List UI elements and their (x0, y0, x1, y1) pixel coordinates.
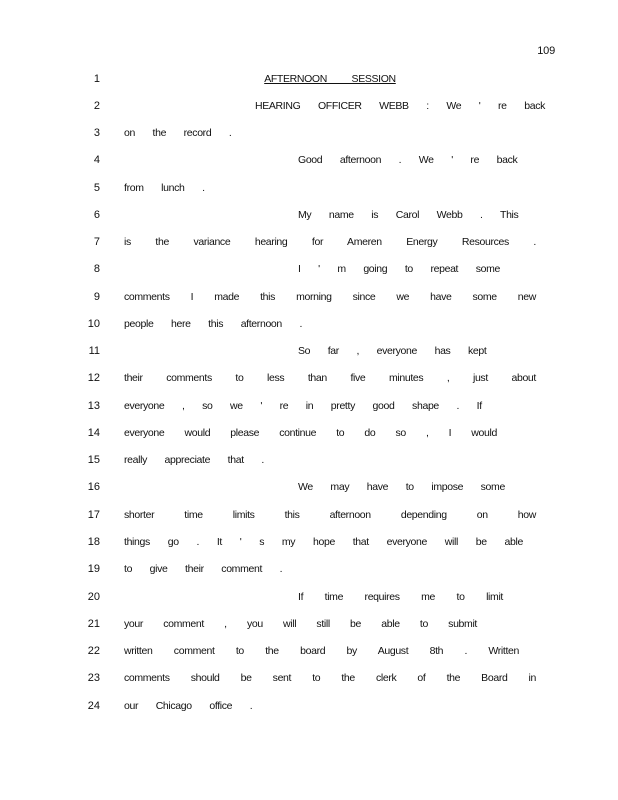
line-number: 11 (88, 345, 100, 357)
page-number: 109 (537, 45, 555, 57)
transcript-line-22 (0, 643, 618, 659)
line-number: 14 (87, 427, 100, 439)
line-number: 9 (93, 291, 100, 303)
transcript-line-14 (0, 425, 618, 441)
line-number: 15 (87, 454, 100, 466)
transcript-line-12 (0, 370, 618, 386)
transcript-line-4 (0, 152, 618, 168)
transcript-line-9 (0, 289, 618, 305)
line-text: things go . It ' s my hope that everyone will be able (124, 536, 523, 548)
line-text: I ' m going to repeat some (298, 263, 500, 275)
transcript-line-5 (0, 180, 618, 196)
line-number: 21 (87, 618, 100, 630)
line-text: everyone would please continue to do so , I would (124, 427, 497, 439)
transcript-line-21 (0, 616, 618, 632)
line-text: their comments to less than five minutes , just about (124, 372, 536, 384)
transcript-line-19 (0, 561, 618, 577)
line-text: We may have to impose some (298, 481, 505, 493)
transcript-line-10 (0, 316, 618, 332)
line-number: 22 (87, 645, 100, 657)
line-text: on the record . (124, 127, 232, 139)
transcript-line-3 (0, 125, 618, 141)
line-number: 20 (87, 591, 100, 603)
transcript-line-17 (0, 507, 618, 523)
line-text: shorter time limits this afternoon depending on how (124, 509, 536, 521)
line-text: is the variance hearing for Ameren Energy Resources . (124, 236, 536, 248)
transcript-line-2 (0, 98, 618, 114)
line-number: 10 (87, 318, 100, 330)
line-number: 7 (93, 236, 100, 248)
line-number: 8 (93, 263, 100, 275)
line-text: So far , everyone has kept (298, 345, 487, 357)
line-text: from lunch . (124, 182, 205, 194)
line-text: our Chicago office . (124, 700, 253, 712)
line-text: Good afternoon . We ' re back (298, 154, 518, 166)
line-number: 18 (87, 536, 100, 548)
line-number: 1 (93, 73, 100, 85)
line-number: 19 (87, 563, 100, 575)
transcript-line-8 (0, 261, 618, 277)
line-number: 24 (87, 700, 100, 712)
line-text: people here this afternoon . (124, 318, 303, 330)
transcript-line-6 (0, 207, 618, 223)
line-text: everyone , so we ' re in pretty good shape . If (124, 400, 482, 412)
line-number: 12 (87, 372, 100, 384)
line-number: 5 (93, 182, 100, 194)
line-text: If time requires me to limit (298, 591, 503, 603)
transcript-line-11 (0, 343, 618, 359)
line-text: comments should be sent to the clerk of the Board in (124, 672, 536, 684)
line-text: really appreciate that . (124, 454, 264, 466)
line-number: 13 (87, 400, 100, 412)
transcript-line-23 (0, 670, 618, 686)
line-number: 17 (87, 509, 100, 521)
transcript-line-24 (0, 698, 618, 714)
line-text: My name is Carol Webb . This (298, 209, 519, 221)
line-text: HEARING OFFICER WEBB : We ' re back (255, 100, 546, 112)
line-text: your comment , you will still be able to submit (124, 618, 477, 630)
transcript-line-13 (0, 398, 618, 414)
transcript-line-18 (0, 534, 618, 550)
line-number: 23 (87, 672, 100, 684)
line-number: 16 (87, 481, 100, 493)
line-number: 3 (93, 127, 100, 139)
transcript-line-20 (0, 589, 618, 605)
session-heading: AFTERNOON SESSION (264, 73, 396, 85)
line-number: 6 (93, 209, 100, 221)
line-number: 4 (93, 154, 100, 166)
transcript-line-7 (0, 234, 618, 250)
transcript-line-15 (0, 452, 618, 468)
transcript-line-16 (0, 479, 618, 495)
line-text: to give their comment . (124, 563, 283, 575)
line-number: 2 (93, 100, 100, 112)
line-text: written comment to the board by August 8th . Written (124, 645, 519, 657)
line-text: comments I made this morning since we have some new (124, 291, 536, 303)
transcript-line-1 (0, 71, 618, 87)
